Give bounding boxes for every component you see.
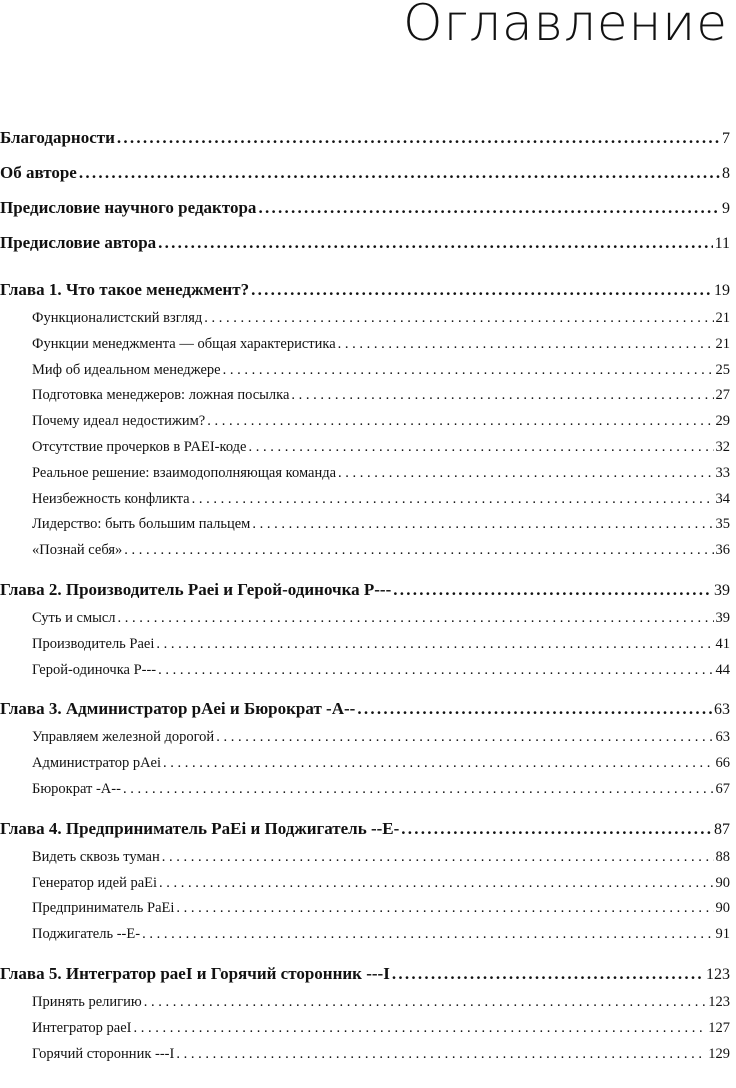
toc-section-page: 33 xyxy=(715,464,730,481)
toc-chapter-title: Глава 3. Администратор pAei и Бюрократ -A-- xyxy=(0,699,356,719)
toc-section-title: Функции менеджмента — общая характеристика xyxy=(32,335,336,352)
toc-entry-acknowledgements[interactable] xyxy=(0,128,730,163)
dot-leader xyxy=(291,387,713,404)
page-title: Оглавление xyxy=(403,0,728,52)
toc-entry-title: Предисловие научного редактора xyxy=(0,198,257,217)
toc-section-title: Видеть сквозь туман xyxy=(32,848,160,865)
dot-leader xyxy=(142,926,713,943)
toc-section-title: Суть и смысл xyxy=(32,609,116,626)
dot-leader xyxy=(144,994,707,1011)
toc-entry-page: 7 xyxy=(722,130,730,147)
toc-section[interactable] xyxy=(0,610,730,636)
toc-section-page: 66 xyxy=(715,755,730,772)
toc-section[interactable] xyxy=(0,729,730,755)
toc-section-page: 29 xyxy=(715,413,730,430)
table-of-contents xyxy=(0,128,730,1071)
toc-chapter-page: 63 xyxy=(714,701,730,719)
dot-leader xyxy=(163,755,713,772)
toc-section-title: Реальное решение: взаимодополняющая команда xyxy=(32,464,337,481)
dot-leader xyxy=(162,849,714,866)
toc-entry-about-author[interactable] xyxy=(0,163,730,198)
dot-leader xyxy=(158,662,713,679)
toc-section-title: Почему идеал недостижим? xyxy=(32,413,206,430)
dot-leader xyxy=(338,465,713,482)
toc-chapter-2[interactable] xyxy=(0,580,730,610)
dot-leader xyxy=(393,580,712,600)
toc-section[interactable] xyxy=(0,465,730,491)
toc-section[interactable] xyxy=(0,662,730,688)
toc-section-title: Предприниматель PaEi xyxy=(32,900,175,917)
toc-section-title: Герой-одиночка P--- xyxy=(32,661,157,678)
toc-section[interactable] xyxy=(0,636,730,662)
toc-chapter-page: 123 xyxy=(706,965,730,983)
toc-section[interactable] xyxy=(0,926,730,952)
toc-chapter-3[interactable] xyxy=(0,699,730,729)
toc-section-title: Администратор pAei xyxy=(32,755,162,772)
toc-section[interactable] xyxy=(0,875,730,901)
toc-section-page: 90 xyxy=(715,874,730,891)
toc-section[interactable] xyxy=(0,542,730,568)
toc-section[interactable] xyxy=(0,1020,730,1046)
toc-chapter-1[interactable] xyxy=(0,280,730,310)
toc-section[interactable] xyxy=(0,310,730,336)
dot-leader xyxy=(123,781,714,798)
toc-section[interactable] xyxy=(0,362,730,388)
toc-section[interactable] xyxy=(0,336,730,362)
toc-entry-title: Об авторе xyxy=(0,163,77,182)
toc-section-title: Неизбежность конфликта xyxy=(32,490,190,507)
toc-section-page: 91 xyxy=(715,926,730,943)
toc-section-title: Отсутствие прочерков в PAEI-коде xyxy=(32,438,247,455)
toc-section-title: «Познай себя» xyxy=(32,542,123,559)
toc-section-page: 88 xyxy=(715,848,730,865)
toc-section-title: Производитель Paei xyxy=(32,635,155,652)
dot-leader xyxy=(357,699,712,719)
toc-section[interactable] xyxy=(0,516,730,542)
dot-leader xyxy=(258,198,720,218)
dot-leader xyxy=(223,362,714,379)
toc-chapter-title: Глава 2. Производитель Paei и Герой-одиночка P--- xyxy=(0,579,392,599)
toc-section[interactable] xyxy=(0,387,730,413)
toc-section-page: 123 xyxy=(708,993,730,1010)
toc-section[interactable] xyxy=(0,1046,730,1072)
dot-leader xyxy=(251,280,712,300)
toc-section-page: 39 xyxy=(715,609,730,626)
toc-section-title: Подготовка менеджеров: ложная посылка xyxy=(32,387,290,404)
toc-section-page: 41 xyxy=(715,635,730,652)
toc-section-page: 63 xyxy=(715,729,730,746)
toc-section-title: Миф об идеальном менеджере xyxy=(32,361,221,378)
toc-section[interactable] xyxy=(0,755,730,781)
toc-chapter-title: Глава 1. Что такое менеджмент? xyxy=(0,280,250,299)
toc-section-page: 35 xyxy=(715,516,730,533)
toc-chapter-page: 19 xyxy=(714,282,730,299)
dot-leader xyxy=(216,729,713,746)
toc-section[interactable] xyxy=(0,439,730,465)
toc-section-page: 44 xyxy=(715,661,730,678)
dot-leader xyxy=(204,310,713,327)
toc-section-page: 27 xyxy=(715,387,730,404)
dot-leader xyxy=(124,542,713,559)
toc-section-title: Генератор идей paEi xyxy=(32,874,158,891)
dot-leader xyxy=(176,1046,706,1063)
toc-section-title: Интегратор paeI xyxy=(32,1019,132,1036)
dot-leader xyxy=(338,336,714,353)
toc-section-page: 67 xyxy=(715,780,730,797)
dot-leader xyxy=(252,516,713,533)
toc-entry-editor-preface[interactable] xyxy=(0,198,730,233)
dot-leader xyxy=(158,233,712,253)
toc-section-title: Поджигатель --E- xyxy=(32,926,141,943)
toc-section-title: Управляем железной дорогой xyxy=(32,729,215,746)
toc-section-title: Горячий сторонник ---I xyxy=(32,1045,175,1062)
toc-section-page: 127 xyxy=(708,1019,730,1036)
toc-section[interactable] xyxy=(0,849,730,875)
toc-chapter-4[interactable] xyxy=(0,819,730,849)
toc-section-title: Лидерство: быть большим пальцем xyxy=(32,516,251,533)
dot-leader xyxy=(133,1020,706,1037)
dot-leader xyxy=(248,439,713,456)
toc-section[interactable] xyxy=(0,781,730,807)
toc-entry-page: 9 xyxy=(722,200,730,217)
toc-section-title: Бюрократ -A-- xyxy=(32,780,121,797)
toc-section-title: Принять религию xyxy=(32,993,142,1010)
toc-section[interactable] xyxy=(0,413,730,439)
dot-leader xyxy=(117,128,720,148)
dot-leader xyxy=(156,636,713,653)
toc-section-page: 36 xyxy=(715,542,730,559)
dot-leader xyxy=(118,610,714,627)
toc-entry-title: Предисловие автора xyxy=(0,233,157,252)
toc-section-page: 90 xyxy=(715,900,730,917)
toc-entry-page: 11 xyxy=(714,235,730,252)
toc-section-page: 32 xyxy=(715,438,730,455)
dot-leader xyxy=(159,875,713,892)
dot-leader xyxy=(401,819,712,839)
toc-entry-title: Благодарности xyxy=(0,128,115,147)
toc-section[interactable] xyxy=(0,900,730,926)
toc-chapter-page: 87 xyxy=(714,820,730,838)
toc-chapter-title: Глава 4. Предприниматель PaEi и Поджигатель --E- xyxy=(0,818,400,838)
dot-leader xyxy=(176,900,713,917)
toc-section[interactable] xyxy=(0,491,730,517)
toc-section-page: 34 xyxy=(715,490,730,507)
toc-section[interactable] xyxy=(0,994,730,1020)
dot-leader xyxy=(392,964,704,984)
toc-chapter-title: Глава 5. Интегратор paeI и Горячий сторонник ---I xyxy=(0,963,390,983)
toc-section-page: 21 xyxy=(715,335,730,352)
toc-entry-author-preface[interactable] xyxy=(0,233,730,268)
toc-section-title: Функционалистский взгляд xyxy=(32,310,203,326)
dot-leader xyxy=(79,163,720,183)
toc-entry-page: 8 xyxy=(722,165,730,182)
toc-section-page: 25 xyxy=(715,361,730,378)
toc-section-page: 129 xyxy=(708,1045,730,1062)
toc-section-page: 21 xyxy=(715,310,730,326)
toc-chapter-page: 39 xyxy=(714,581,730,599)
toc-chapter-5[interactable] xyxy=(0,964,730,994)
dot-leader xyxy=(207,413,713,430)
dot-leader xyxy=(192,491,714,508)
